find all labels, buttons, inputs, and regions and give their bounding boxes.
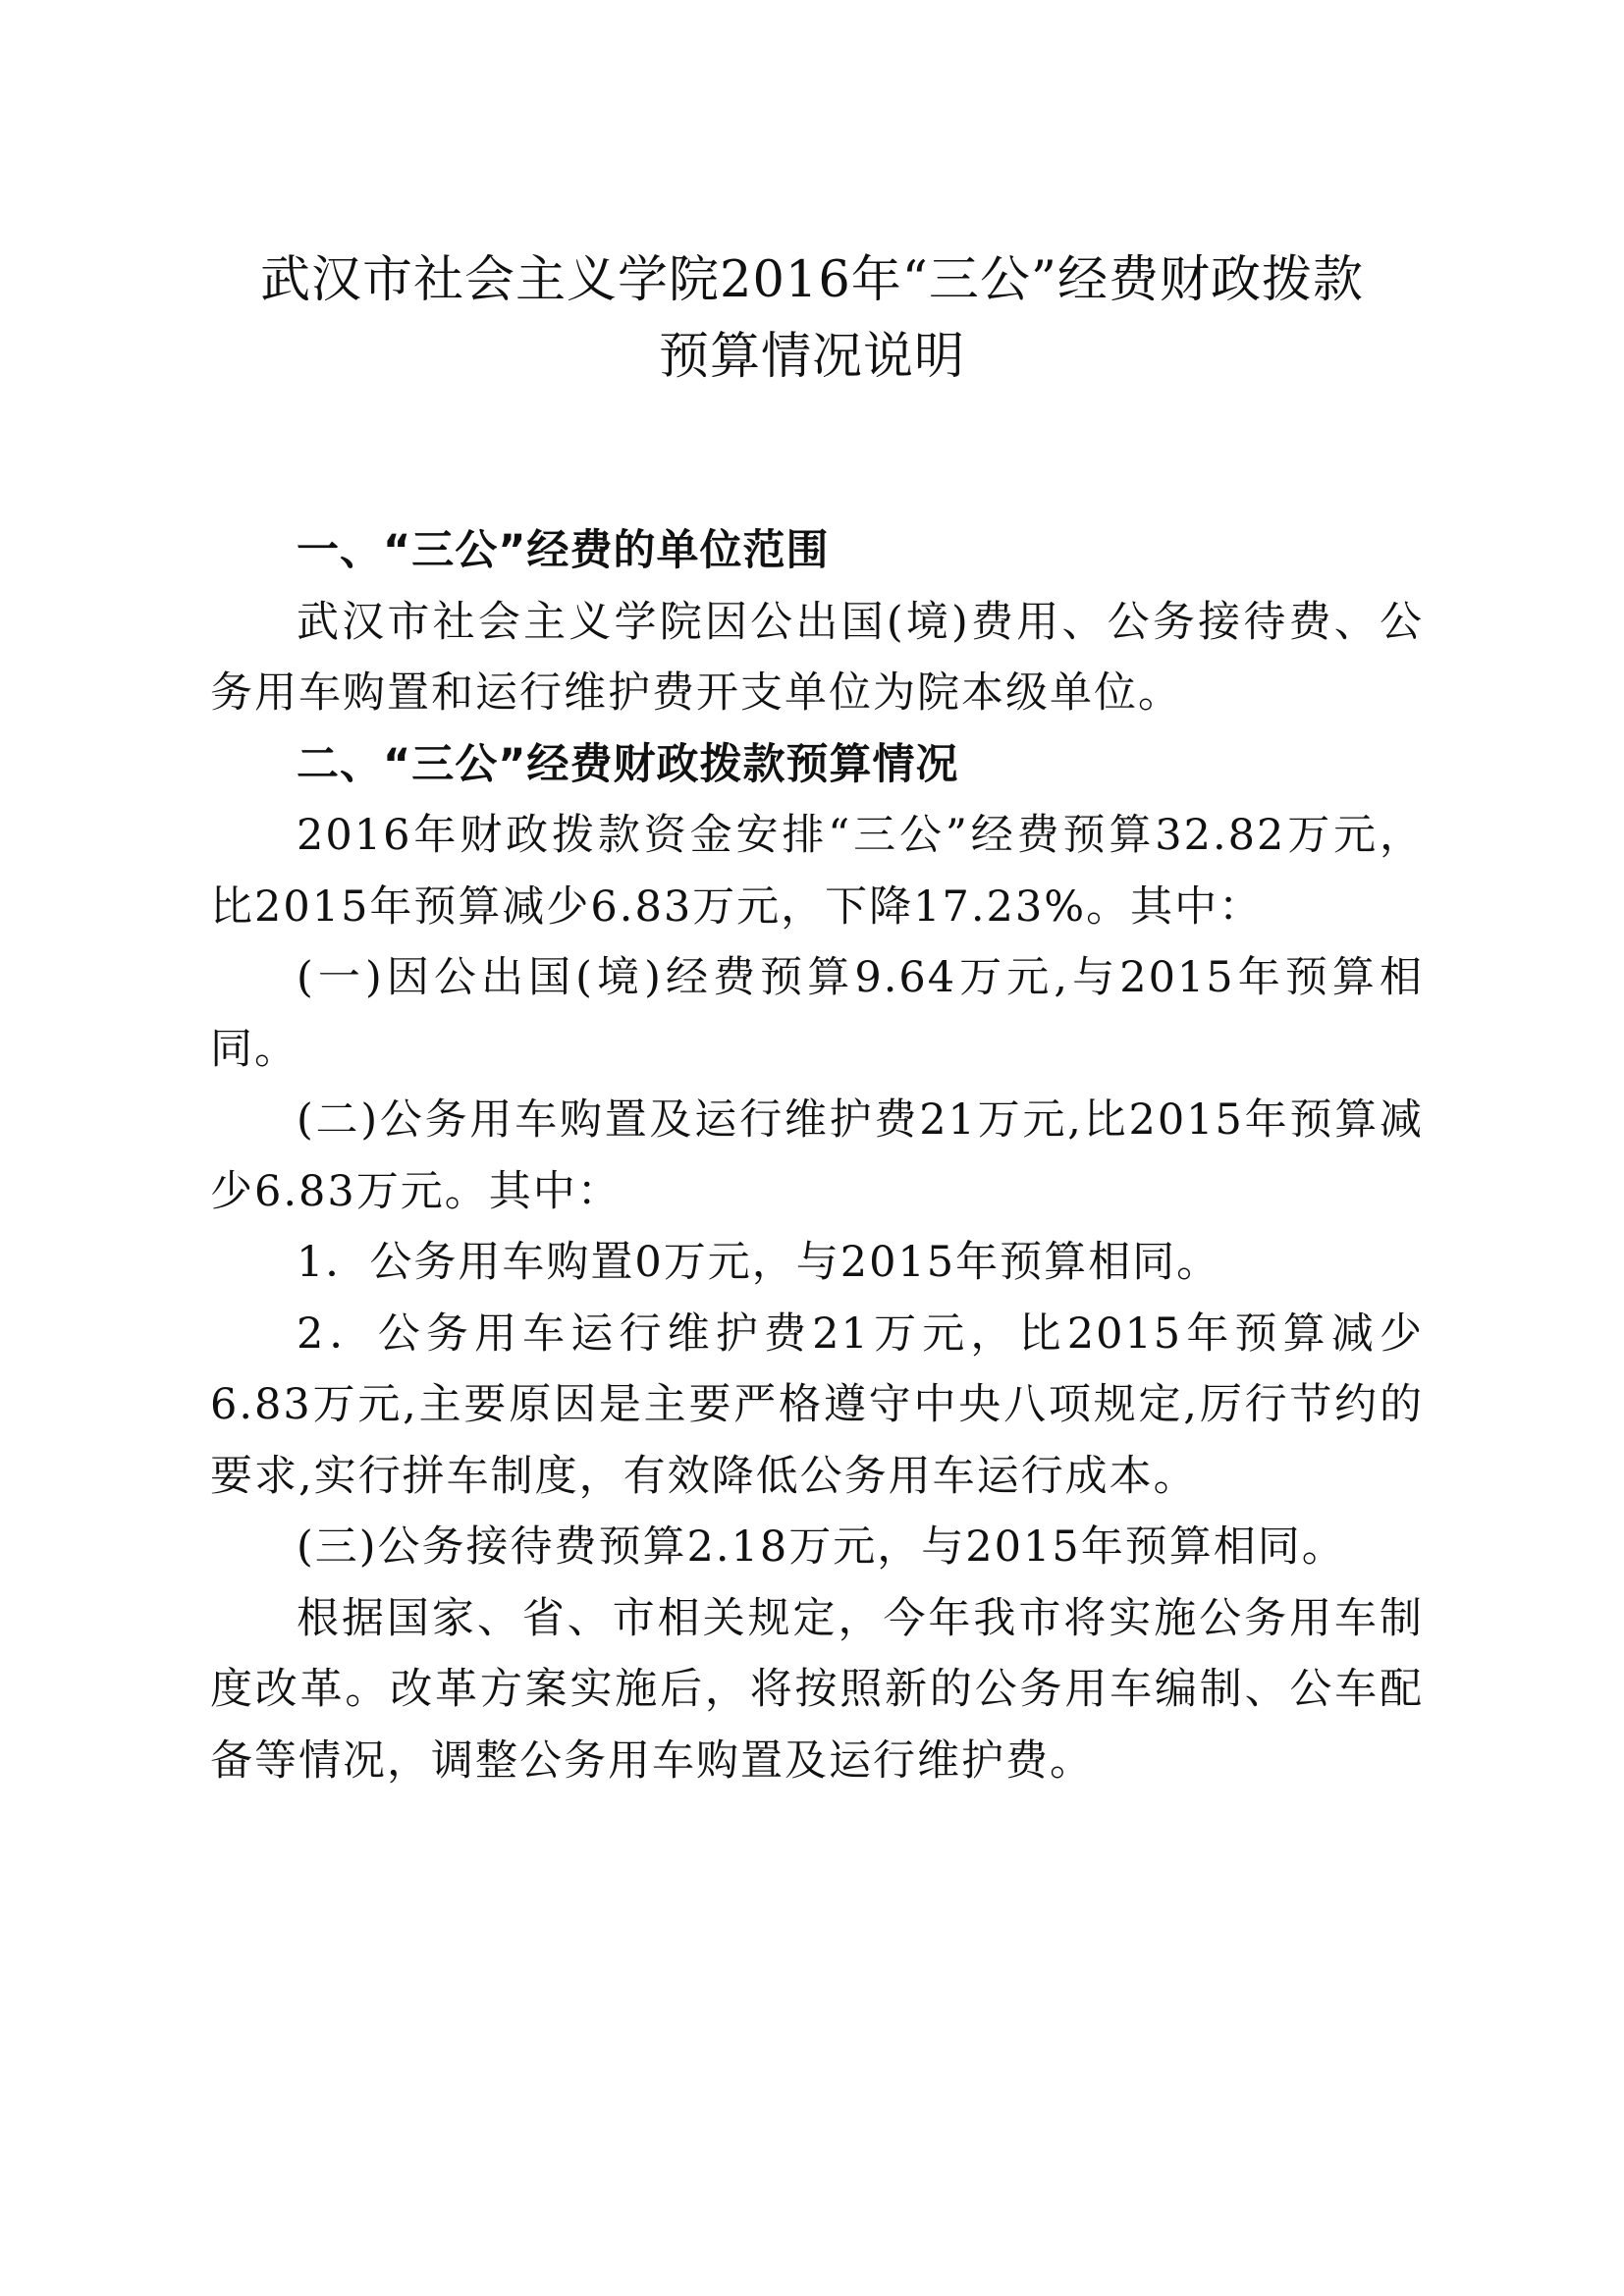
paragraph-overseas-travel: (一)因公出国(境)经费预算9.64万元,与2015年预算相同。 — [210, 953, 1424, 1074]
document-title-line-1: 武汉市社会主义学院2016年“三公”经费财政拨款 — [260, 251, 1364, 309]
document-title-line-2: 预算情况说明 — [658, 328, 965, 386]
paragraph-reception: (三)公务接待费预算2.18万元，与2015年预算相同。 — [297, 1522, 1346, 1572]
paragraph-scope: 武汉市社会主义学院因公出国(境)费用、公务接待费、公务用车购置和运行维护费开支单位为院本级单位。 — [210, 597, 1424, 718]
paragraph-budget-total: 2016年财政拨款资金安排“三公”经费预算32.82万元，比2015年预算减少6.83万元，下降17.23%。其中： — [210, 811, 1424, 932]
section-heading-budget: 二、“三公”经费财政拨款预算情况 — [297, 739, 959, 789]
document-body — [210, 515, 1424, 1796]
paragraph-vehicle-purchase: 1．公务用车购置0万元，与2015年预算相同。 — [297, 1238, 1221, 1287]
paragraph-vehicle-operation: 2．公务用车运行维护费21万元，比2015年预算减少6.83万元,主要原因是主要严格遵守中央八项规定,厉行节约的要求,实行拼车制度，有效降低公务用车运行成本。 — [210, 1308, 1424, 1501]
paragraph-vehicles: (二)公务用车购置及运行维护费21万元,比2015年预算减少6.83万元。其中： — [210, 1095, 1424, 1216]
paragraph-reform: 根据国家、省、市相关规定，今年我市将实施公务用车制度改革。改革方案实施后，将按照新的公务用车编制、公车配备等情况，调整公务用车购置及运行维护费。 — [210, 1593, 1424, 1786]
section-heading-scope: 一、“三公”经费的单位范围 — [297, 526, 830, 575]
